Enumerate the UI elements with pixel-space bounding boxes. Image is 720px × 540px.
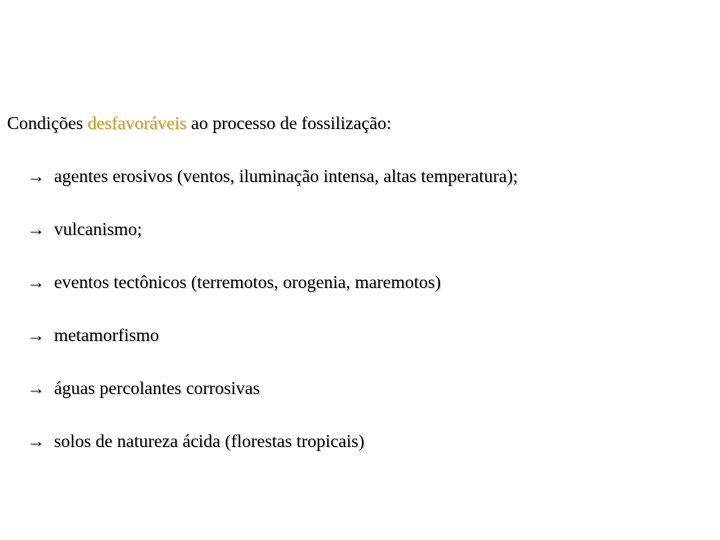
arrow-icon: →: [27, 378, 45, 398]
heading-suffix: ao processo de fossilização:: [186, 113, 392, 133]
arrow-icon: →: [27, 272, 45, 292]
arrow-icon: →: [27, 325, 45, 345]
list-item-text: eventos tectônicos (terremotos, orogenia, maremotos): [54, 272, 441, 292]
list-item: [27, 270, 518, 323]
list-item: [27, 376, 518, 429]
list-item-text: metamorfismo: [54, 325, 159, 345]
list-item: [27, 323, 518, 376]
arrow-icon: →: [27, 166, 45, 186]
list-item: [27, 429, 518, 482]
arrow-icon: →: [27, 219, 45, 239]
heading-highlight: desfavoráveis: [87, 113, 187, 133]
list-item-text: solos de natureza ácida (florestas tropicais): [54, 431, 365, 451]
list-item: [27, 164, 518, 217]
arrow-icon: →: [27, 431, 45, 451]
slide-heading: [7, 111, 391, 135]
list-item-text: águas percolantes corrosivas: [54, 378, 260, 398]
heading-prefix: Condições: [7, 113, 88, 133]
conditions-list: [27, 164, 518, 482]
list-item: [27, 217, 518, 270]
list-item-text: agentes erosivos (ventos, iluminação intensa, altas temperatura);: [54, 166, 518, 186]
list-item-text: vulcanismo;: [54, 219, 142, 239]
